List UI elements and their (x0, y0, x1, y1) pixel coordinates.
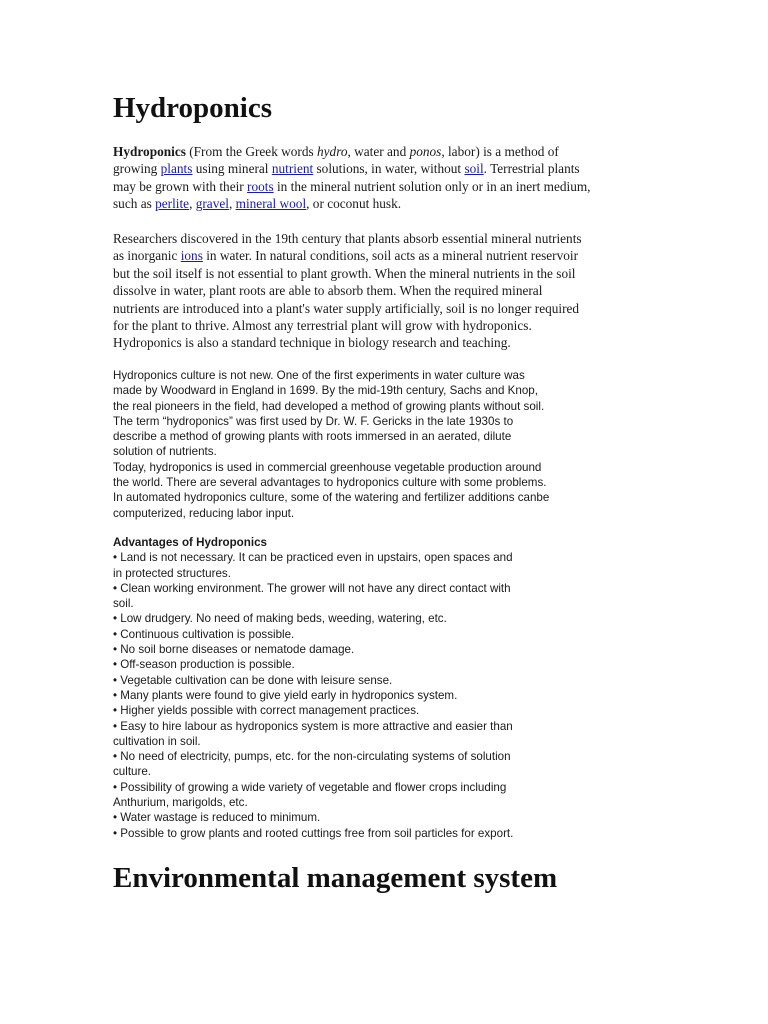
list-item: • Higher yields possible with correct management practices. (113, 704, 420, 718)
list-item: • Off-season production is possible. (113, 658, 295, 672)
link-mineral-wool[interactable]: mineral wool (235, 196, 307, 212)
page-title: Hydroponics (113, 92, 273, 124)
section-title: Environmental management system (113, 862, 558, 894)
list-item: • Easy to hire labour as hydroponics system is more attractive and easier than (113, 719, 513, 733)
list-item: in protected structures. (113, 566, 231, 580)
list-item: • Many plants were found to give yield early in hydroponics system. (113, 688, 458, 702)
link-plants[interactable]: plants (160, 161, 193, 177)
list-item: • Continuous cultivation is possible. (113, 627, 295, 641)
list-item: • No soil borne diseases or nematode damage. (113, 643, 355, 657)
text-line: solution of nutrients. (113, 445, 217, 459)
list-item: soil. (113, 597, 134, 611)
link-soil[interactable]: soil (464, 161, 484, 177)
research-paragraph (113, 230, 658, 352)
history-block (113, 368, 613, 521)
greek-word: hydro (317, 144, 348, 159)
advantages-heading: Advantages of Hydroponics (113, 536, 267, 549)
text-line: the real pioneers in the field, had developed a method of growing plants without soil. (113, 399, 545, 413)
list-item: • Possibility of growing a wide variety of vegetable and flower crops including (113, 780, 507, 794)
list-item: • Water wastage is reduced to minimum. (113, 811, 321, 825)
list-item: • No need of electricity, pumps, etc. for the non-circulating systems of solution (113, 750, 511, 764)
list-item: • Land is not necessary. It can be practiced even in upstairs, open spaces and (113, 551, 513, 565)
list-item: Anthurium, marigolds, etc. (113, 796, 248, 810)
text-line: the world. There are several advantages to hydroponics culture with some problems. (113, 476, 547, 490)
list-item: cultivation in soil. (113, 734, 201, 748)
greek-word: ponos (409, 144, 442, 159)
text-line: Today, hydroponics is used in commercial greenhouse vegetable production around (113, 460, 542, 474)
text-line: but the soil itself is not essential to plant growth. When the mineral nutrients in the soil (113, 265, 576, 281)
text-line: for the plant to thrive. Almost any terrestrial plant will grow with hydroponics. (113, 318, 532, 334)
text-line: dissolve in water, plant roots are able to absorb them. When the required mineral (113, 283, 543, 299)
text-line: Hydroponics is also a standard technique in biology research and teaching. (113, 335, 511, 351)
link-ions[interactable]: ions (180, 248, 203, 264)
link-gravel[interactable]: gravel (195, 196, 229, 212)
text-line: The term “hydroponics” was first used by Dr. W. F. Gericks in the late 1930s to (113, 414, 514, 428)
text-line: computerized, reducing labor input. (113, 506, 295, 520)
intro-paragraph (113, 143, 658, 213)
link-roots[interactable]: roots (247, 178, 274, 194)
list-item: culture. (113, 765, 152, 779)
text-line: Researchers discovered in the 19th century that plants absorb essential mineral nutrients (113, 231, 582, 246)
term-bold: Hydroponics (113, 144, 186, 159)
text-line: Hydroponics culture is not new. One of the first experiments in water culture was (113, 369, 525, 382)
text-line: In automated hydroponics culture, some of the watering and fertilizer additions canbe (113, 491, 550, 505)
text-line: may be grown with their roots in the mineral nutrient solution only or in an inert medium, (113, 178, 591, 194)
link-perlite[interactable]: perlite (155, 196, 190, 212)
text-line: made by Woodward in England in 1699. By the mid-19th century, Sachs and Knop, (113, 384, 538, 398)
text-line: growing plants using mineral nutrient solutions, in water, without soil. Terrestrial plants (113, 161, 580, 177)
advantages-section (113, 535, 613, 841)
text-line: as inorganic ions in water. In natural conditions, soil acts as a mineral nutrient reservoir (113, 248, 579, 264)
list-item: • Possible to grow plants and rooted cuttings free from soil particles for export. (113, 826, 514, 840)
list-item: • Clean working environment. The grower will not have any direct contact with (113, 581, 511, 595)
list-item: • Low drudgery. No need of making beds, weeding, watering, etc. (113, 612, 447, 626)
link-nutrient[interactable]: nutrient (271, 161, 314, 177)
text-line: nutrients are introduced into a plant's water supply artificially, soil is no longer required (113, 300, 580, 316)
list-item: • Vegetable cultivation can be done with leisure sense. (113, 673, 393, 687)
text-line: Hydroponics (From the Greek words hydro, water and ponos, labor) is a method of (113, 144, 559, 159)
text-line: describe a method of growing plants with roots immersed in an aerated, dilute (113, 430, 512, 444)
text-line: such as perlite, gravel, mineral wool, or coconut husk. (113, 196, 402, 212)
